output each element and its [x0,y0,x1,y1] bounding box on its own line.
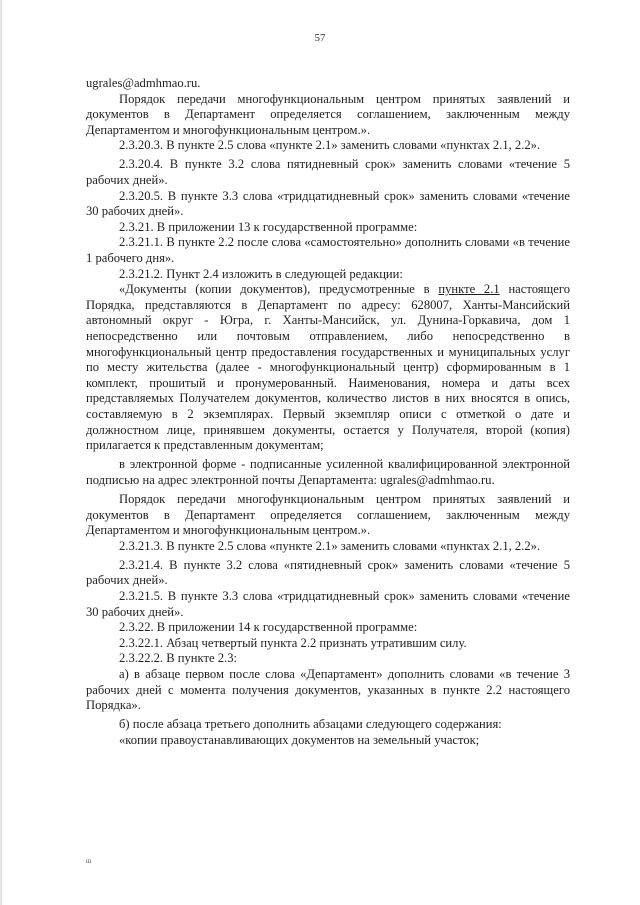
paragraph: 2.3.20.3. В пункте 2.5 слова «пункте 2.1» заменить словами «пунктах 2.1, 2.2». [119,138,541,153]
paragraph: 2.3.21. В приложении 13 к государственной программе: [119,219,418,234]
paragraph: 2.3.21.4. В пункте 3.2 слова «пятидневный срок» заменить словами «течение 5 рабочих дней». [86,557,570,588]
scan-edge [0,0,2,905]
paragraph: 2.3.21.5. В пункте 3.3 слова «тридцатидневный срок» заменить словами «течение 30 рабочих дней». [86,589,570,619]
paragraph: 2.3.22.1. Абзац четвертый пункта 2.2 признать утратившим силу. [119,635,467,650]
paragraph: 2.3.20.4. В пункте 3.2 слова пятидневный срок» заменить словами «течение 5 рабочих дней». [86,157,570,188]
paragraph-with-link [86,282,570,454]
footer-mark: ш [86,857,92,865]
paragraph: в электронной форме - подписанные усиленной квалифицированной электронной подписью на адрес электронной почты Департамента: ugrales@admhmao.ru. [86,457,570,487]
paragraph: 2.3.22. В приложении 14 к государственной программе: [119,620,418,635]
paragraph: 2.3.21.1. В пункте 2.2 после слова «самостоятельно» дополнить словами «в течение 1 рабочего дня». [86,235,570,266]
document-body [86,76,570,748]
paragraph: 2.3.22.2. В пункте 2.3: [119,651,237,666]
paragraph: 2.3.21.3. В пункте 2.5 слова «пункте 2.1» заменить словами «пунктах 2.1, 2.2». [119,538,541,553]
page-number: 57 [314,32,326,44]
item-link[interactable]: пункте 2.1 [438,282,500,297]
paragraph: «копии правоустанавливающих документов на земельный участок; [119,732,480,747]
paragraph: 2.3.20.5. В пункте 3.3 слова «тридцатидневный срок» заменить словами «течение 30 рабочих дней». [86,188,570,219]
paragraph: а) в абзаце первом после слова «Департамент» дополнить словами «в течение 3 рабочих дней с момента получения документов, указанных в пункте 2.2 настоящего Порядка». [86,666,570,713]
paragraph: Порядок передачи многофункциональным центром принятых заявлений и документов в Департамент определяется соглашением, заключенным между Департаментом и многофункциональным центром.». [86,491,570,538]
paragraph: Порядок передачи многофункциональным центром принятых заявлений и документов в Департамент определяется соглашением, заключенным между Департаментом и многофункциональным центром.». [86,91,570,137]
paragraph-text: настоящего Порядка, представляются в Департамент по адресу: 628007, Ханты-Мансийский автономный округ - Югра, г. Ханты-Мансийск, ул. Дунина-Горкавича, дом 1 непосредственно или почтовым отправлением, либо непосредственно в многофункциональный центр предоставления государственных и муниципальных услуг по месту жительства (далее - многофункциональный центр) сформированным в 1 комплект, прошитый и пронумерованный. Наименования, номера и даты всех представляемых Получателем документов, количество листов в них вносятся в опись, составляемую в 2 экземплярах. Первый экземпляр описи с отметкой о дате и должностном лице, принявшем документы, остается у Получателя, второй (копия) прилагается к представленным документам; [86,282,570,453]
paragraph: 2.3.21.2. Пункт 2.4 изложить в следующей редакции: [119,266,403,281]
paragraph: б) после абзаца третьего дополнить абзацами следующего содержания: [119,717,502,732]
paragraph-text: «Документы (копии документов), предусмотренные в [119,282,439,297]
paragraph: ugrales@admhmao.ru. [86,76,201,90]
